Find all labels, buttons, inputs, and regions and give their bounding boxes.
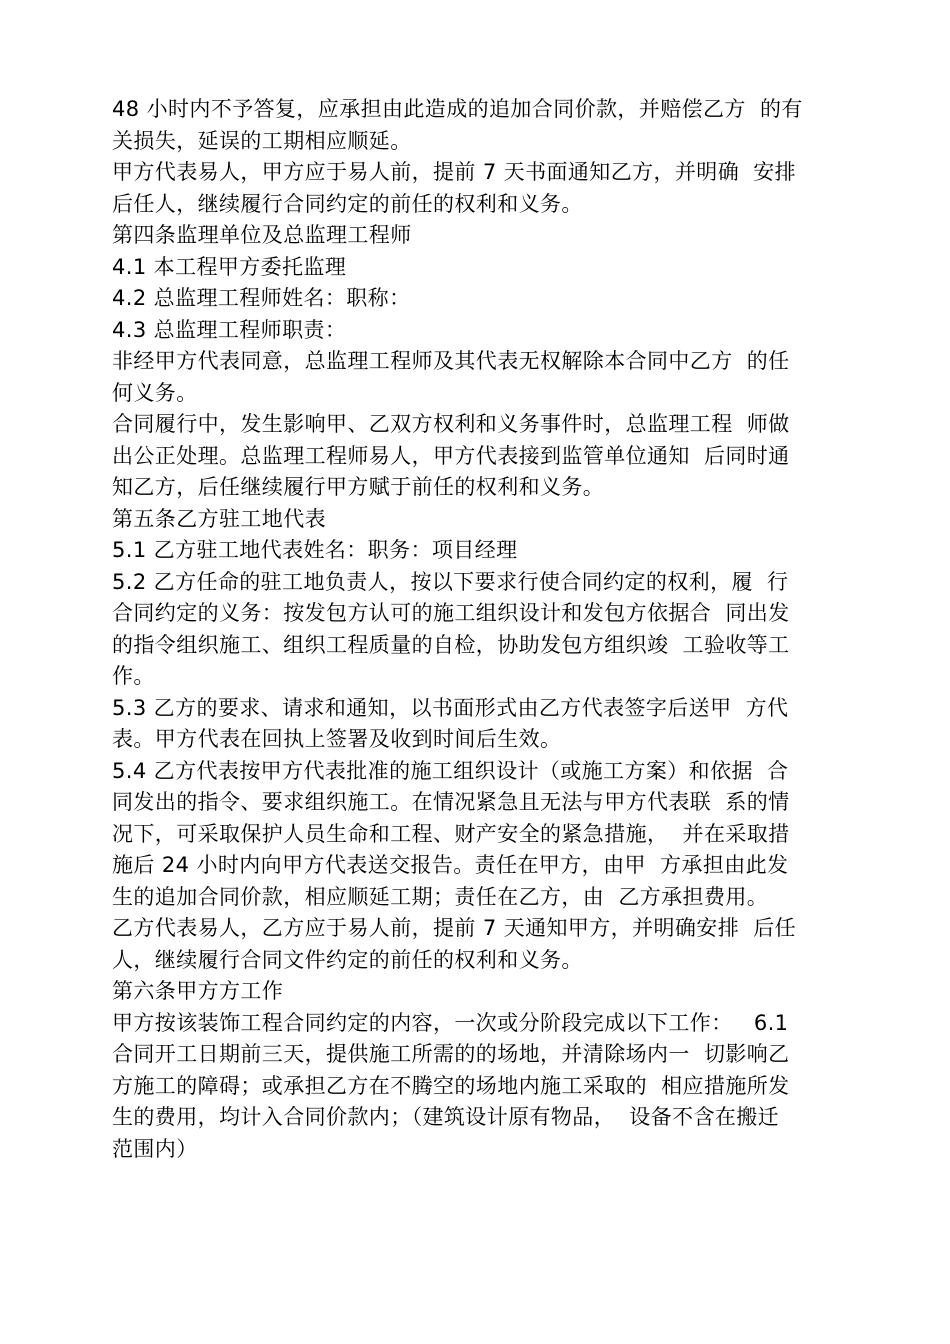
- text-line: 甲方代表易人，甲方应于易人前，提前 7 天书面通知乙方，并明确 安排: [112, 160, 797, 184]
- text-line: 生的追加合同价款，相应顺延工期；责任在乙方，由 乙方承担费用。: [112, 884, 769, 909]
- text-line: 表。甲方代表在回执上签署及收到时间后生效。: [112, 727, 562, 751]
- section-heading: 第五条乙方驻工地代表: [112, 506, 326, 531]
- text-line: 后任人，继续履行合同约定的前任的权利和义务。: [112, 191, 583, 216]
- section-heading: 第四条监理单位及总监理工程师: [112, 223, 412, 247]
- text-line: 施后 24 小时内向甲方代表送交报告。责任在甲方，由甲 方承担由此发: [112, 853, 789, 877]
- text-line: 乙方代表易人，乙方应于易人前，提前 7 天通知甲方，并明确安排 后任: [112, 916, 797, 940]
- text-line: 人，继续履行合同文件约定的前任的权利和义务。: [112, 947, 583, 972]
- text-line: 知乙方，后任继续履行甲方赋于前任的权利和义务。: [112, 475, 605, 499]
- clause-item: 4.1 本工程甲方委托监理: [112, 254, 347, 279]
- text-line: 出公正处理。总监理工程师易人，甲方代表接到监管单位通知 后同时通: [112, 443, 790, 468]
- document-body: [112, 94, 864, 1165]
- text-line: 范围内）: [112, 1136, 198, 1161]
- text-line: 非经甲方代表同意，总监理工程师及其代表无权解除本合同中乙方 的任: [112, 349, 790, 373]
- section-heading: 第六条甲方方工作: [112, 979, 284, 1003]
- text-line: 的指令组织施工、组织工程质量的自检，协助发包方组织竣 工验收等工: [112, 632, 790, 657]
- text-line: 同发出的指令、要求组织施工。在情况紧急且无法与甲方代表联 系的情: [112, 790, 790, 814]
- clause-item: 5.4 乙方代表按甲方代表批准的施工组织设计（或施工方案）和依据 合: [112, 758, 789, 783]
- clause-item: 4.3 总监理工程师职责：: [112, 317, 347, 342]
- text-line: 甲方按该装饰工程合同约定的内容，一次或分阶段完成以下工作： 6.1: [112, 1010, 789, 1035]
- clause-item: 5.3 乙方的要求、请求和通知，以书面形式由乙方代表签字后送甲 方代: [112, 695, 789, 720]
- text-line: 作。: [112, 664, 155, 688]
- text-line: 何义务。: [112, 380, 198, 405]
- clause-item: 5.1 乙方驻工地代表姓名：职务：项目经理: [112, 538, 518, 562]
- text-line: 合同履行中，发生影响甲、乙双方权利和义务事件时，总监理工程 师做: [112, 412, 790, 436]
- text-line: 合同约定的义务：按发包方认可的施工组织设计和发包方依据合 同出发: [112, 601, 790, 625]
- text-line: 生的费用，均计入合同价款内；（建筑设计原有物品， 设备不含在搬迁: [112, 1105, 780, 1129]
- text-line: 48 小时内不予答复，应承担由此造成的追加合同价款，并赔偿乙方 的有: [112, 97, 803, 121]
- clause-item: 5.2 乙方任命的驻工地负责人，按以下要求行使合同约定的权利，履 行: [112, 569, 789, 594]
- text-line: 况下，可采取保护人员生命和工程、财产安全的紧急措施， 并在采取措: [112, 821, 790, 846]
- clause-item: 4.2 总监理工程师姓名：职称：: [112, 286, 411, 310]
- text-line: 关损失，延误的工期相应顺延。: [112, 128, 412, 153]
- text-line: 合同开工日期前三天，提供施工所需的的场地，并清除场内一 切影响乙: [112, 1042, 790, 1066]
- text-line: 方施工的障碍；或承担乙方在不腾空的场地内施工采取的 相应措施所发: [112, 1073, 790, 1098]
